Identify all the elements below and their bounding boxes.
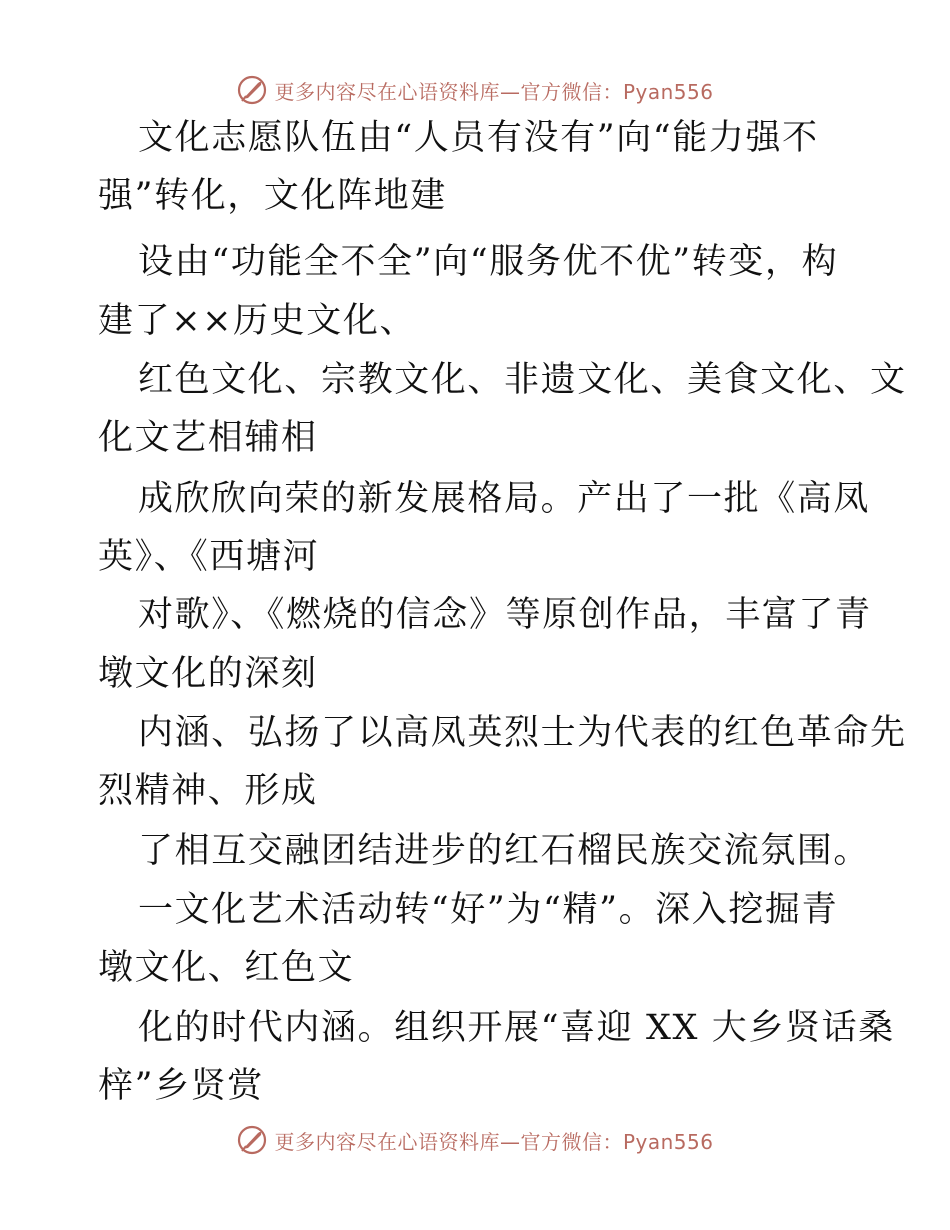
body-line: 红色文化、宗教文化、非遗文化、美食文化、文 — [138, 360, 907, 400]
footer-watermark — [0, 1120, 950, 1160]
body-line: 墩文化、红色文 — [98, 948, 355, 988]
body-line: 对歌》、《燃烧的信念》等原创作品，丰富了青 — [138, 595, 872, 635]
body-line: 烈精神、形成 — [98, 771, 318, 811]
body-line: 墩文化的深刻 — [98, 654, 318, 694]
body-line: 强”转化，文化阵地建 — [98, 176, 447, 216]
body-line: 建了××历史文化、 — [98, 301, 417, 341]
body-line: 文化志愿队伍由“人员有没有”向“能力强不 — [138, 118, 819, 158]
watermark-text: 更多内容尽在心语资料库—官方微信：Pyan556 — [274, 1129, 714, 1154]
body-line: 了相互交融团结进步的红石榴民族交流氛围。 — [138, 831, 871, 871]
body-line: 一文化艺术活动转“好”为“精”。深入挖掘青 — [138, 890, 839, 930]
body-line: 设由“功能全不全”向“服务优不优”转变，构 — [138, 242, 839, 282]
header-watermark — [0, 70, 950, 110]
body-line: 成欣欣向荣的新发展格局。产出了一批《高凤 — [138, 479, 871, 519]
body-line: 内涵、弘扬了以高凤英烈士为代表的红色革命先 — [138, 713, 907, 753]
body-line: 化文艺相辅相 — [98, 418, 318, 458]
body-line: 英》、《西塘河 — [98, 537, 320, 577]
quill-logo-icon — [236, 74, 268, 106]
watermark-text: 更多内容尽在心语资料库—官方微信：Pyan556 — [274, 79, 714, 104]
quill-logo-icon — [236, 1124, 268, 1156]
body-line: 梓”乡贤赏 — [98, 1066, 264, 1106]
body-line: 化的时代内涵。组织开展“喜迎 XX 大乡贤话桑 — [138, 1008, 895, 1048]
